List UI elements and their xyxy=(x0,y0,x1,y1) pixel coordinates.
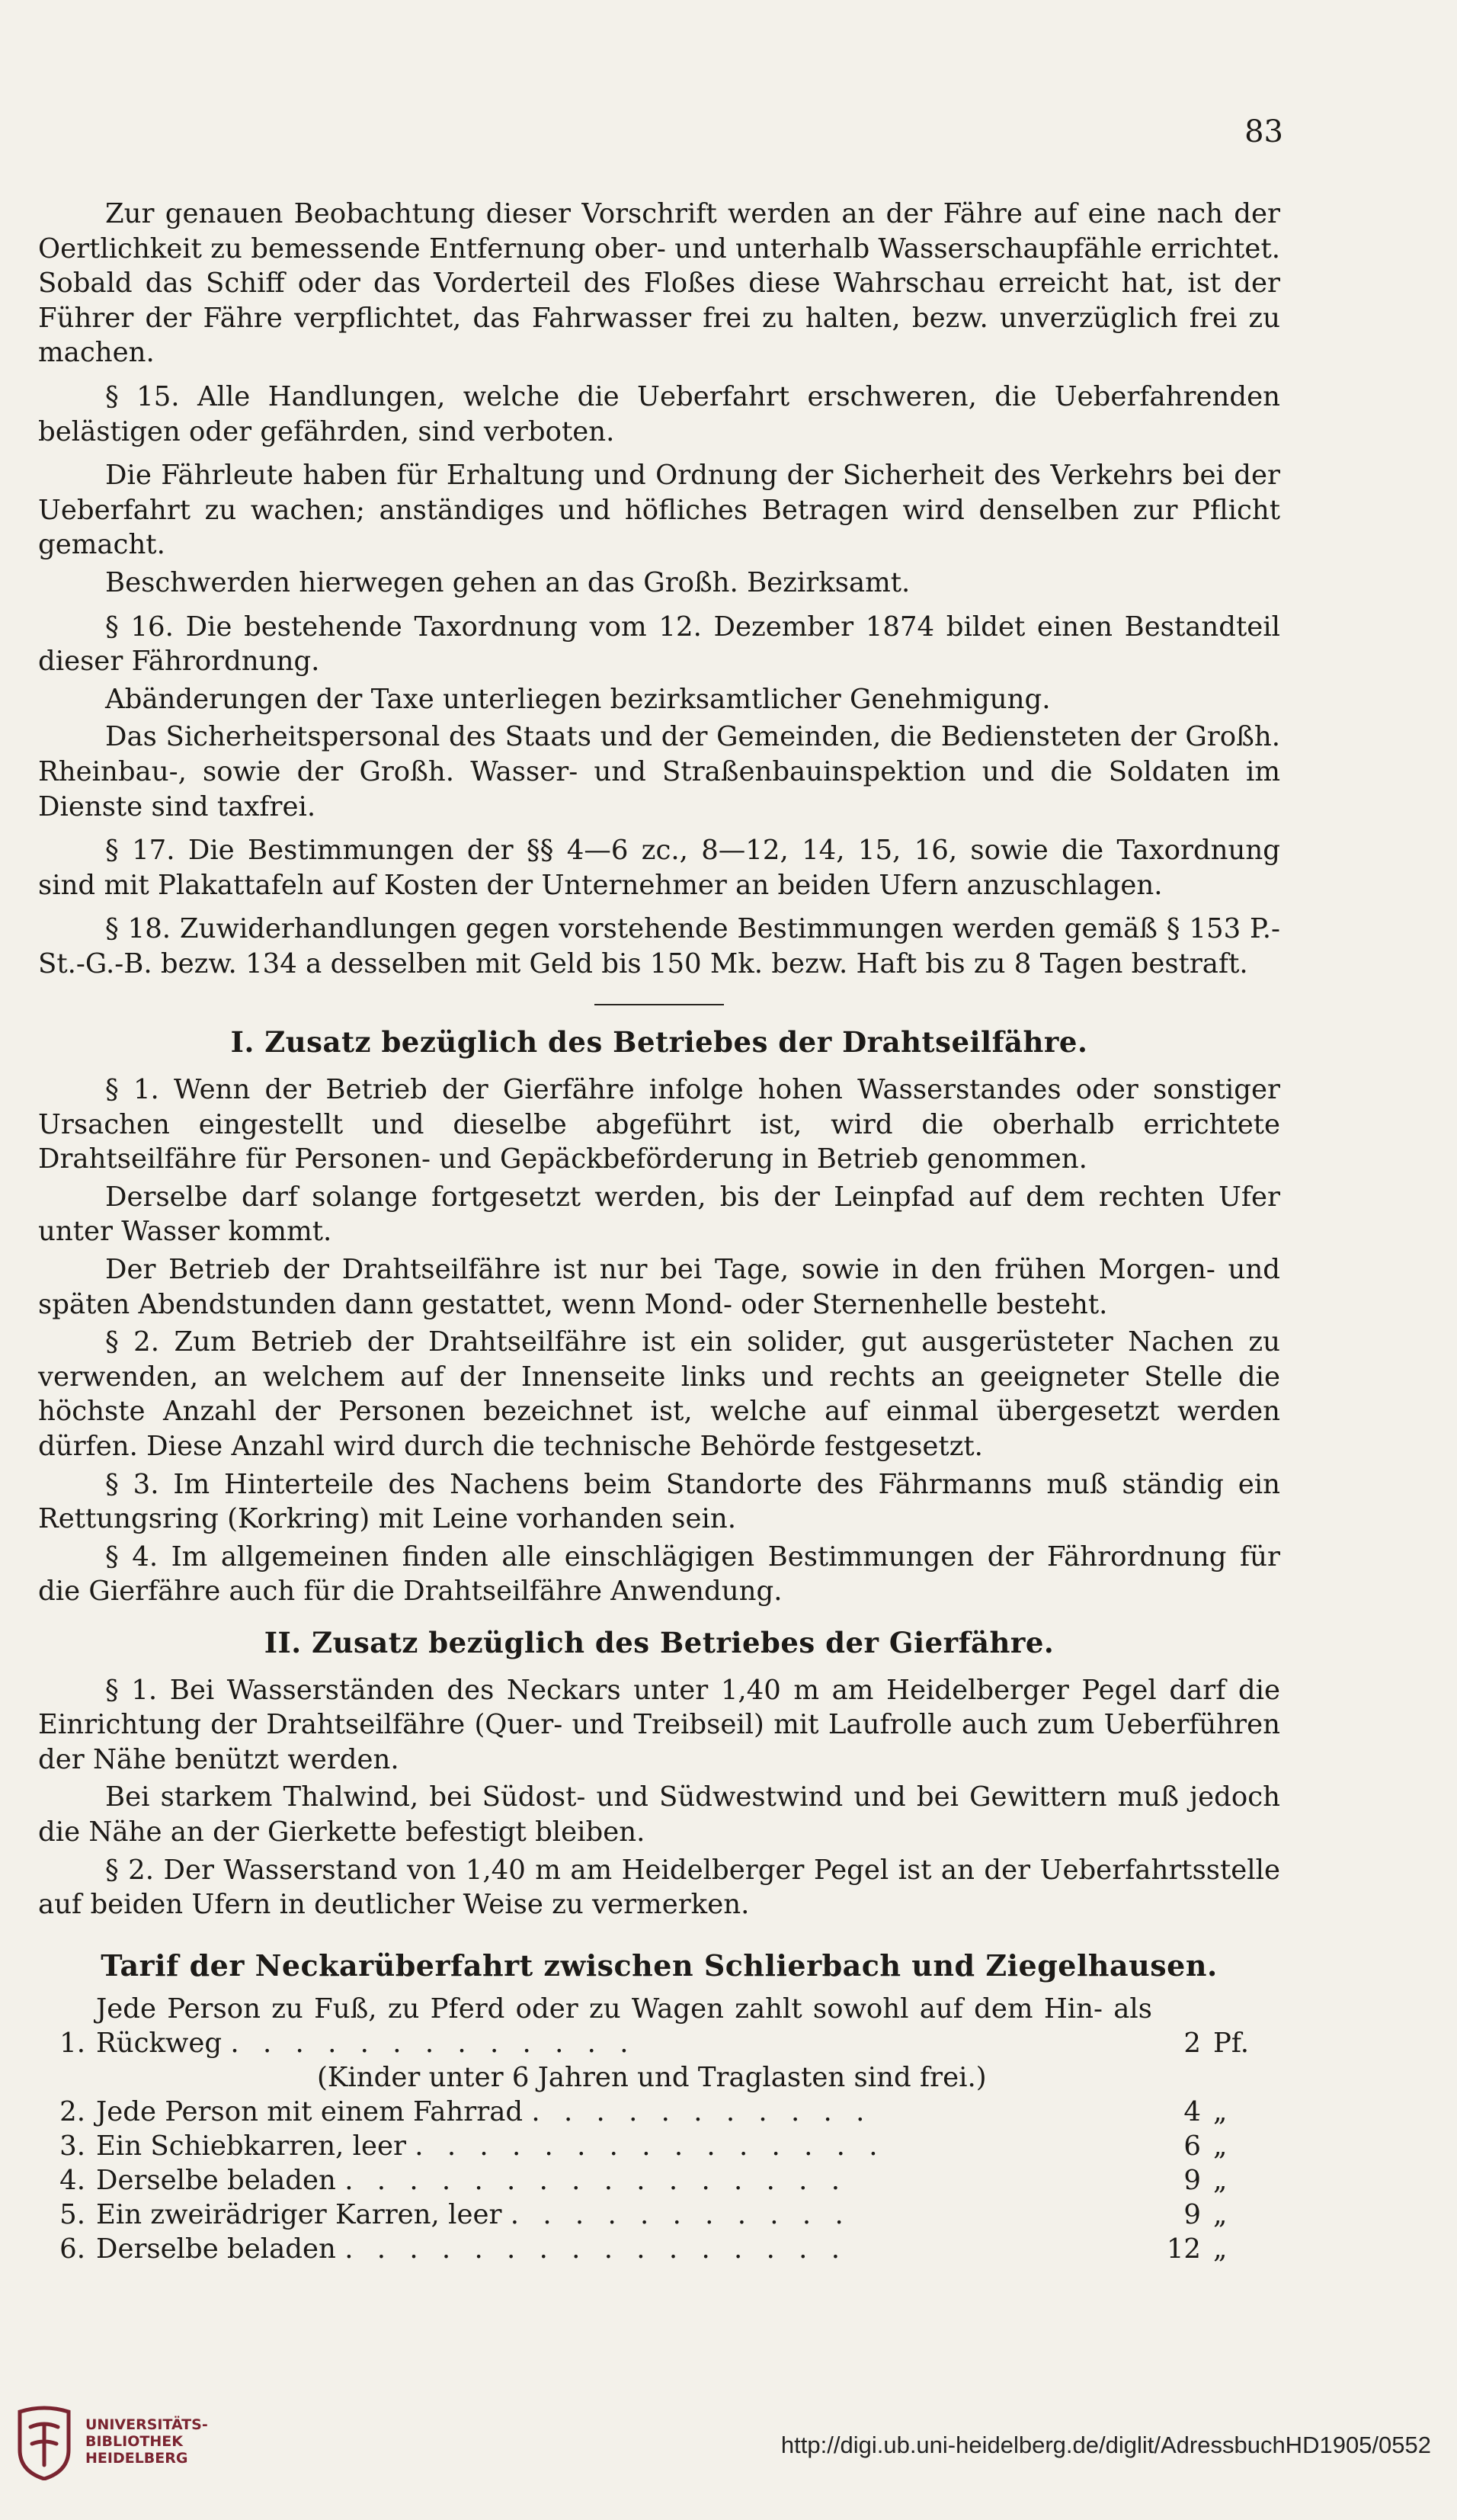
library-logo-icon xyxy=(14,2404,75,2480)
paragraph: Das Sicherheitspersonal des Staats und der Gemeinden, die Bediensteten der Großh. Rheinbau-, sowie der Großh. Wasser- und Straßenbauinspektion und die Soldaten im Dienste sind taxfrei. xyxy=(38,721,1280,822)
tariff-row xyxy=(38,1992,1280,2060)
tariff-row-text: Jede Person mit einem Fahrrad . . . . . . . . . . . xyxy=(96,2096,873,2128)
tariff-row-unit: „ xyxy=(1213,2199,1228,2231)
section-heading: II. Zusatz bezüglich des Betriebes der Gierfähre. xyxy=(264,1625,1055,1659)
tariff-note: (Kinder unter 6 Jahren und Traglasten sind frei.) xyxy=(317,2062,987,2094)
tariff-row-text: Derselbe beladen . . . . . . . . . . . . . . . . xyxy=(96,2233,848,2265)
section-divider xyxy=(594,1004,724,1005)
tariff-row-unit: „ xyxy=(1213,2130,1228,2163)
tariff-row-number: 3. xyxy=(59,2130,85,2163)
paragraph: § 1. Bei Wasserständen des Neckars unter 1,40 m am Heidelberger Pegel darf die Einrichtung der Drahtseilfähre (Quer- und Treibseil) mit Laufrolle auch zum Ueberführen der Nähe benützt werden. xyxy=(38,1674,1280,1775)
paragraph: § 17. Die Bestimmungen der §§ 4—6 zc., 8—12, 14, 15, 16, sowie die Taxordnung sind mit Plakattafeln auf Kosten der Unternehmer an beiden Ufern anzuschlagen. xyxy=(38,835,1280,901)
tariff-row-unit: „ xyxy=(1213,2233,1228,2265)
tariff-row-text: Ein zweirädriger Karren, leer . . . . . . . . . . . xyxy=(96,2199,851,2231)
section-heading: I. Zusatz bezüglich des Betriebes der Drahtseilfähre. xyxy=(230,1025,1088,1060)
page-number: 83 xyxy=(1244,114,1283,149)
tariff-row-text: Derselbe beladen . . . . . . . . . . . . . . . . xyxy=(96,2165,848,2197)
tariff-row-unit: „ xyxy=(1213,2165,1228,2197)
tariff-row xyxy=(38,2198,1280,2232)
paragraph: § 2. Der Wasserstand von 1,40 m am Heidelberger Pegel ist an der Ueberfahrtsstelle auf beiden Ufern in deutlicher Weise zu vermerken. xyxy=(38,1854,1280,1921)
tariff-row xyxy=(38,2095,1280,2129)
tariff-note-row xyxy=(38,2060,1280,2095)
paragraph: § 15. Alle Handlungen, welche die Ueberfahrt erschweren, die Ueberfahrenden belästigen oder gefährden, sind verboten. xyxy=(38,380,1280,447)
paragraph: Die Fährleute haben für Erhaltung und Ordnung der Sicherheit des Verkehrs bei der Ueberfahrt zu wachen; anständiges und höfliches Betragen wird denselben zur Pflicht gemacht. xyxy=(38,460,1280,561)
library-name: UNIVERSITÄTS- BIBLIOTHEK HEIDELBERG xyxy=(85,2416,208,2467)
tariff-row-number: 4. xyxy=(59,2165,85,2197)
tariff-row-price: 12 xyxy=(1166,2233,1201,2265)
paragraph: § 2. Zum Betrieb der Drahtseilfähre ist ein solider, gut ausgerüsteter Nachen zu verwenden, an welchem auf der Innenseite links und rechts an geeigneter Stelle die höchste Anzahl der Personen bezeichnet ist, welche auf einmal übergesetzt werden dürfen. Diese Anzahl wird durch die technische Behörde festgesetzt. xyxy=(38,1326,1280,1462)
tariff-row-unit: Pf. xyxy=(1213,2028,1250,2060)
page-body xyxy=(38,197,1280,2266)
source-url-link[interactable]: http://digi.ub.uni-heidelberg.de/diglit/AdressbuchHD1905/0552 xyxy=(780,2432,1431,2458)
paragraph: § 1. Wenn der Betrieb der Gierfähre infolge hohen Wasserstandes oder sonstiger Ursachen eingestellt und dieselbe abgeführt ist, wird die oberhalb errichtete Drahtseilfähre für Personen- und Gepäckbeförderung in Betrieb genommen. xyxy=(38,1074,1280,1175)
tariff-row xyxy=(38,2129,1280,2163)
tariff-row-text: Ein Schiebkarren, leer . . . . . . . . . . . . . . . xyxy=(96,2130,885,2163)
tariff-row xyxy=(38,2232,1280,2266)
tariff-row-price: 6 xyxy=(1183,2130,1201,2163)
paragraph: Beschwerden hierwegen gehen an das Großh. Bezirksamt. xyxy=(105,566,911,598)
tariff-row-text: Jede Person zu Fuß, zu Pferd oder zu Wagen zahlt sowohl auf dem Hin- als Rückweg . . . . . . . . . . . . . xyxy=(96,1993,1152,2060)
tariff-table xyxy=(38,1992,1280,2266)
paragraph: § 16. Die bestehende Taxordnung vom 12. Dezember 1874 bildet einen Bestandteil dieser Fährordnung. xyxy=(38,611,1280,678)
paragraph: § 3. Im Hinterteile des Nachens beim Standorte des Fährmanns muß ständig ein Rettungsring (Korkring) mit Leine vorhanden sein. xyxy=(38,1468,1280,1535)
tariff-row-number: 5. xyxy=(59,2199,85,2231)
paragraph: Zur genauen Beobachtung dieser Vorschrift werden an der Fähre auf eine nach der Oertlichkeit zu bemessende Entfernung ober- und unterhalb Wasserschaupfähle errichtet. Sobald das Schiff oder das Vorderteil des Floßes diese Wahrschau erreicht hat, ist der Führer der Fähre verpflichtet, das Fahrwasser frei zu halten, bezw. unverzüglich frei zu machen. xyxy=(38,198,1280,369)
tariff-row-number: 2. xyxy=(59,2096,85,2128)
tariff-row-number: 6. xyxy=(59,2233,85,2265)
paragraph: Der Betrieb der Drahtseilfähre ist nur bei Tage, sowie in den frühen Morgen- und späten Abendstunden dann gestattet, wenn Mond- oder Sternenhelle besteht. xyxy=(38,1254,1280,1320)
paragraph: Derselbe darf solange fortgesetzt werden, bis der Leinpfad auf dem rechten Ufer unter Wasser kommt. xyxy=(38,1181,1280,1248)
tariff-row-price: 9 xyxy=(1183,2165,1201,2197)
tariff-row-price: 9 xyxy=(1183,2199,1201,2231)
footer xyxy=(0,2400,1457,2491)
tariff-row-unit: „ xyxy=(1213,2096,1228,2128)
paragraph: Abänderungen der Taxe unterliegen bezirksamtlicher Genehmigung. xyxy=(105,683,1051,715)
paragraph: Bei starkem Thalwind, bei Südost- und Südwestwind und bei Gewittern muß jedoch die Nähe an der Gierkette befestigt bleiben. xyxy=(38,1781,1280,1848)
tariff-row-number: 1. xyxy=(59,2028,85,2060)
tariff-row xyxy=(38,2163,1280,2198)
paragraph: § 4. Im allgemeinen finden alle einschlägigen Bestimmungen der Fährordnung für die Gierfähre auch für die Drahtseilfähre Anwendung. xyxy=(38,1541,1280,1608)
tariff-title: Tarif der Neckarüberfahrt zwischen Schlierbach und Ziegelhausen. xyxy=(101,1948,1218,1983)
tariff-row-price: 4 xyxy=(1183,2096,1201,2128)
paragraph: § 18. Zuwiderhandlungen gegen vorstehende Bestimmungen werden gemäß § 153 P.-St.-G.-B. bezw. 134 a desselben mit Geld bis 150 Mk. bezw. Haft bis zu 8 Tagen bestraft. xyxy=(38,913,1280,979)
tariff-row-price: 2 xyxy=(1183,2028,1201,2060)
